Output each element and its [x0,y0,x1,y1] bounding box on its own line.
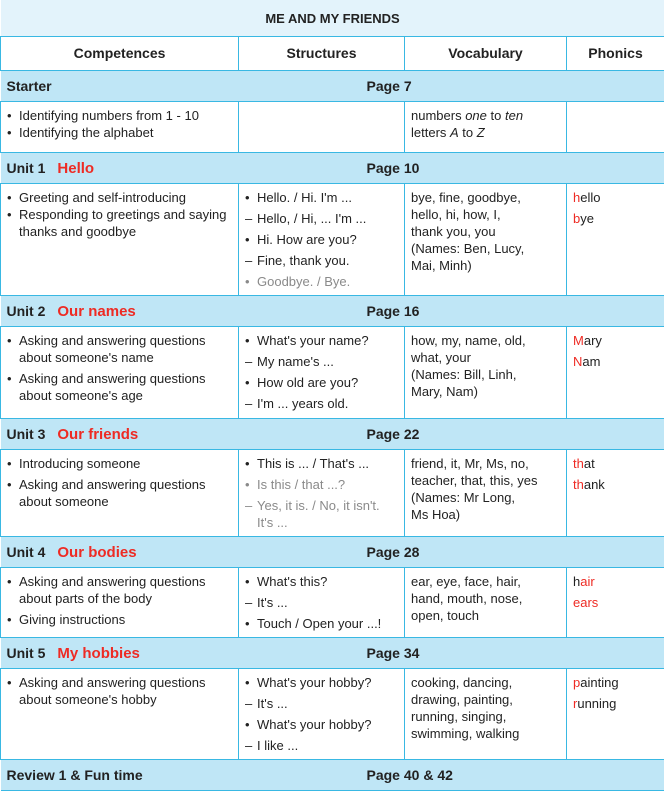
structure-item: Hello, / Hi, ... I'm ... [257,211,367,226]
structure-item: My name's ... [257,354,334,369]
unit-content-row [1,568,664,638]
structure-item: Hi. How are you? [257,232,357,247]
competence-item: Asking and answering questions about parts of the body [19,574,206,606]
starter-vocabulary: numbers one to ten letters A to Z [405,102,567,153]
unit-competences: • Asking and answering questions about someone's name • Asking and answering questions about someone's age [1,327,239,419]
starter-page: Page 7 [366,77,412,94]
page-title: ME AND MY FRIENDS [1,0,664,37]
competence-item: Asking and answering questions about someone's age [19,371,206,403]
unit-page: Page 16 [366,302,420,319]
starter-label: Starter [1,71,239,102]
structure-item: What's your name? [257,333,369,348]
structure-item: I'm ... years old. [257,396,349,411]
starter-phonics [567,102,664,153]
unit-phonics: hair ears [567,568,664,638]
unit-vocabulary: friend, it, Mr, Ms, no, teacher, that, this, yes (Names: Mr Long, Ms Hoa) [405,450,567,537]
structure-item: What's this? [257,574,328,589]
unit-label: Unit 1 [6,159,46,176]
structure-item: Hello. / Hi. I'm ... [257,190,352,205]
unit-competences: • Introducing someone • Asking and answering questions about someone [1,450,239,537]
unit-page: Page 34 [366,644,420,661]
unit-content-row [1,450,664,537]
review-label: Review 1 & Fun time [1,760,239,791]
structure-item: How old are you? [257,375,359,390]
unit-vocabulary: ear, eye, face, hair, hand, mouth, nose, open, touch [405,568,567,638]
unit-competences: • Asking and answering questions about someone's hobby [1,669,239,760]
structure-item: Yes, it is. / No, it isn't. It's ... [257,498,380,530]
unit-phonics: that thank [567,450,664,537]
unit-name: Our names [57,302,136,320]
header-vocabulary: Vocabulary [405,37,567,71]
unit-content-row [1,669,664,760]
structure-item: This is ... / That's ... [257,456,370,471]
structure-item: It's ... [257,696,288,711]
header-phonics: Phonics [567,37,664,71]
unit-content-row [1,184,664,296]
unit-label: Unit 3 [6,425,46,442]
title-row [1,0,664,37]
review-page: Page 40 & 42 [366,766,453,783]
unit-structures: • Hello. / Hi. I'm ... – Hello, / Hi, ... I'm ... • Hi. How are you? – Fine, thank you. • Goodbye. / Bye. [239,184,405,296]
unit-page: Page 10 [366,159,420,176]
unit-structures: • What's your hobby? – It's ... • What's your hobby? – I like ... [239,669,405,760]
unit-label: Unit 5 [6,644,46,661]
competence-item: Greeting and self-introducing [19,190,186,205]
unit-vocabulary: bye, fine, goodbye, hello, hi, how, I, thank you, you (Names: Ben, Lucy, Mai, Minh) [405,184,567,296]
unit-row [1,537,664,568]
unit-vocabulary: cooking, dancing, drawing, painting, running, singing, swimming, walking [405,669,567,760]
unit-structures: • This is ... / That's ... • Is this / that ...? – Yes, it is. / No, it isn't. It's ... [239,450,405,537]
unit-row [1,419,664,450]
competence-item: Giving instructions [19,612,126,627]
starter-structures [239,102,405,153]
unit-phonics: Mary Nam [567,327,664,419]
unit-row [1,153,664,184]
structure-item: Goodbye. / Bye. [257,274,351,289]
unit-row [1,638,664,669]
unit-competences: • Asking and answering questions about parts of the body • Giving instructions [1,568,239,638]
header-structures: Structures [239,37,405,71]
competence-item: Identifying the alphabet [19,125,154,140]
review-row [1,760,664,791]
unit-structures: • What's this? – It's ... • Touch / Open your ...! [239,568,405,638]
structure-item: Fine, thank you. [257,253,350,268]
starter-competences: • Identifying numbers from 1 - 10 • Identifying the alphabet [1,102,239,153]
unit-name: My hobbies [57,644,140,662]
competence-item: Identifying numbers from 1 - 10 [19,108,199,123]
structure-item: I like ... [257,738,299,753]
unit-name: Hello [57,159,95,177]
unit-vocabulary: how, my, name, old, what, your (Names: Bill, Linh, Mary, Nam) [405,327,567,419]
header-row [1,37,664,71]
structure-item: Is this / that ...? [257,477,346,492]
competence-item: Responding to greetings and saying thanks and goodbye [19,207,227,239]
unit-competences: • Greeting and self-introducing • Responding to greetings and saying thanks and goodbye [1,184,239,296]
starter-content-row [1,102,664,153]
unit-page: Page 22 [366,425,420,442]
unit-structures: • What's your name? – My name's ... • How old are you? – I'm ... years old. [239,327,405,419]
unit-name: Our bodies [57,543,137,561]
unit-label: Unit 2 [6,302,46,319]
structure-item: Touch / Open your ...! [257,616,382,631]
competence-item: Introducing someone [19,456,141,471]
unit-page: Page 28 [366,543,420,560]
unit-row [1,296,664,327]
structure-item: What's your hobby? [257,717,372,732]
structure-item: It's ... [257,595,288,610]
unit-phonics: hello bye [567,184,664,296]
competence-item: Asking and answering questions about someone [19,477,206,509]
header-competences: Competences [1,37,239,71]
unit-name: Our friends [57,425,139,443]
structure-item: What's your hobby? [257,675,372,690]
competence-item: Asking and answering questions about someone's name [19,333,206,365]
unit-label: Unit 4 [6,543,46,560]
unit-phonics: painting running [567,669,664,760]
unit-content-row [1,327,664,419]
competence-item: Asking and answering questions about someone's hobby [19,675,206,707]
starter-row [1,71,664,102]
